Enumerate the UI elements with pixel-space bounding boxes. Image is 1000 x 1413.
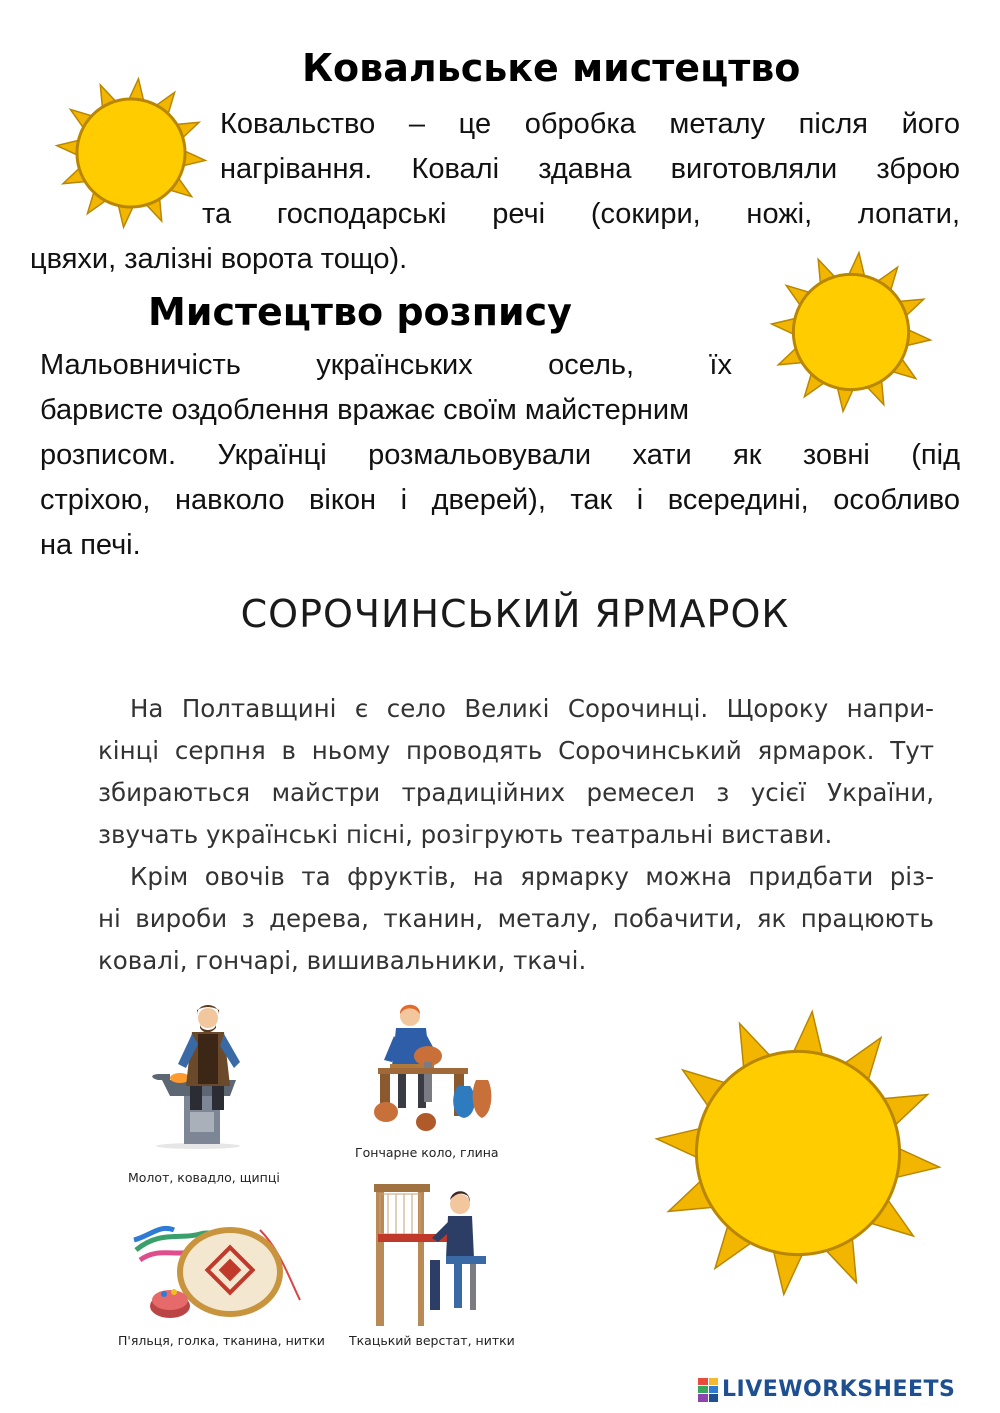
caption-weaver: Ткацький верстат, нитки — [349, 1333, 515, 1348]
paragraph-fair — [98, 688, 934, 982]
liveworksheets-logo-icon — [698, 1378, 718, 1402]
text-line: Мальовничість українських осель, їх — [40, 349, 732, 381]
text-line: на печі. — [40, 529, 141, 561]
text-line: кінці серпня в ньому проводять Сорочинський ярмарок. Тут — [98, 736, 934, 765]
weaver-illustration — [370, 1180, 496, 1330]
text-line: цвяхи, залізні ворота тощо). — [30, 243, 408, 275]
text-line: На Полтавщині є село Великі Сорочинці. Щороку напри- — [130, 694, 934, 723]
text-line: Крім овочів та фруктів, на ярмарку можна придбати різ- — [130, 862, 934, 891]
embroidery-illustration — [130, 1210, 310, 1325]
caption-potter: Гончарне коло, глина — [355, 1145, 499, 1160]
section-title-painting: Мистецтво розпису — [148, 290, 572, 334]
potter-illustration — [368, 1002, 502, 1134]
fair-title: СОРОЧИНСЬКИЙ ЯРМАРОК — [240, 592, 790, 636]
brand-name: LIVEWORKSHEETS — [722, 1377, 956, 1402]
section-title-blacksmithing: Ковальське мистецтво — [302, 46, 801, 90]
blacksmith-illustration — [150, 1000, 260, 1150]
paragraph-blacksmithing — [30, 102, 960, 282]
text-line: ковалі, гончарі, вишивальники, ткачі. — [98, 946, 587, 975]
text-line: Ковальство – це обробка металу після його — [220, 108, 960, 140]
text-line: збираються майстри традиційних ремесел з усієї України, — [98, 778, 934, 807]
sun-icon — [658, 1014, 938, 1292]
caption-embroidery: П'яльця, голка, тканина, нитки — [118, 1333, 325, 1348]
paragraph-painting — [40, 343, 960, 568]
text-line: нагрівання. Ковалі здавна виготовляли зброю — [220, 153, 960, 185]
text-line: звучать українські пісні, розігрують театральні вистави. — [98, 820, 833, 849]
text-line: стріхою, навколо вікон і дверей), так і всередині, особливо — [40, 484, 960, 516]
text-line: та господарські речі (сокири, ножі, лопати, — [202, 198, 960, 230]
text-line: барвисте оздоблення вражає своїм майстерним — [40, 394, 690, 426]
text-line: розписом. Українці розмальовували хати як зовні (під — [40, 439, 960, 471]
caption-blacksmith: Молот, ковадло, щипці — [128, 1170, 280, 1185]
liveworksheets-brand[interactable] — [698, 1377, 955, 1402]
sun-disc — [698, 1053, 898, 1253]
text-line: ні вироби з дерева, тканин, металу, побачити, як працюють — [98, 904, 934, 933]
